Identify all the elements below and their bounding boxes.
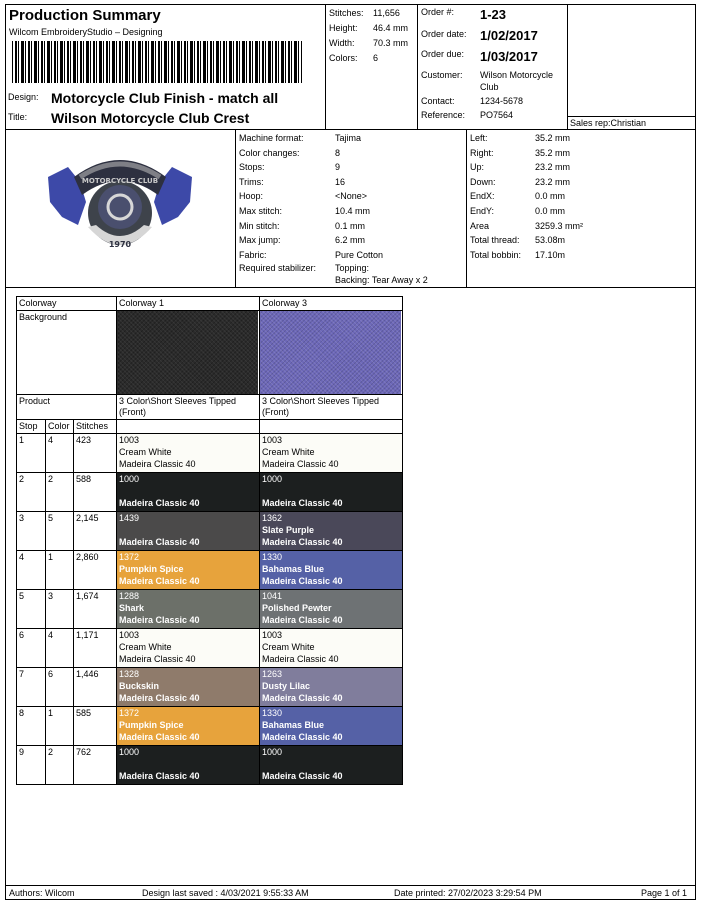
thread-cell xyxy=(260,473,403,512)
color-cell: 2 xyxy=(46,746,74,785)
thread-name: Dusty Lilac xyxy=(262,681,311,691)
machine-info xyxy=(239,131,428,286)
logo-text: MOTORCYCLE CLUB xyxy=(81,177,159,185)
stop-cell: 3 xyxy=(17,512,46,551)
thread-cell xyxy=(117,707,260,746)
thread-cell xyxy=(260,551,403,590)
thread-code: 1372 xyxy=(119,708,140,718)
thread-brand: Madeira Classic 40 xyxy=(262,498,343,508)
divider xyxy=(5,129,696,130)
color-cell: 4 xyxy=(46,629,74,668)
machine-row: Max stitch: 10.4 mm xyxy=(239,205,371,216)
thread-name: Polished Pewter xyxy=(262,603,332,613)
dimension-row: Area 3259.3 mm² xyxy=(470,220,584,231)
empty-cell xyxy=(117,420,260,434)
divider xyxy=(567,116,696,117)
colorway-label: Colorway xyxy=(17,297,117,311)
thread-code: 1000 xyxy=(119,474,140,484)
stitches-cell: 2,145 xyxy=(74,512,117,551)
thread-code: 1003 xyxy=(262,630,283,640)
footer-authors: Authors: Wilcom xyxy=(9,888,75,898)
stop-row xyxy=(17,434,403,473)
thread-cell xyxy=(260,512,403,551)
stitches-cell: 585 xyxy=(74,707,117,746)
product-name: 3 Color\Short Sleeves Tipped (Front) xyxy=(260,395,403,420)
footer-page: Page 1 of 1 xyxy=(641,888,688,898)
thread-brand: Madeira Classic 40 xyxy=(262,576,343,586)
thread-name: Cream White xyxy=(119,642,172,652)
dimension-row: Total bobbin: 17.10m xyxy=(470,249,566,260)
thread-code: 1330 xyxy=(262,552,283,562)
thread-name xyxy=(262,486,400,498)
thread-code: 1330 xyxy=(262,708,283,718)
thread-cell xyxy=(117,668,260,707)
thread-code: 1328 xyxy=(119,669,140,679)
thread-code: 1003 xyxy=(119,630,140,640)
thread-code: 1003 xyxy=(262,435,283,445)
order-due: 1/03/2017 xyxy=(480,49,538,64)
background-label: Background xyxy=(17,311,117,395)
stop-row xyxy=(17,473,403,512)
stat-row: Stitches: 11,656 xyxy=(329,8,400,18)
page-subtitle: Wilcom EmbroideryStudio – Designing xyxy=(9,27,163,37)
background-swatch-dark xyxy=(117,311,260,395)
stitches-cell: 1,674 xyxy=(74,590,117,629)
machine-row: Color changes: 8 xyxy=(239,147,341,158)
dimension-row: EndX: 0.0 mm xyxy=(470,191,566,202)
design-preview-image xyxy=(40,147,200,263)
stop-cell: 7 xyxy=(17,668,46,707)
thread-brand: Madeira Classic 40 xyxy=(119,459,196,469)
stitches-header: Stitches xyxy=(74,420,117,434)
color-cell: 2 xyxy=(46,473,74,512)
stop-cell: 6 xyxy=(17,629,46,668)
design-title: Wilson Motorcycle Club Crest xyxy=(51,110,250,126)
dimension-row: Total thread: 53.08m xyxy=(470,235,566,246)
dimension-row: Left: 35.2 mm xyxy=(470,133,571,143)
thread-code: 1000 xyxy=(262,747,283,757)
thread-name xyxy=(119,759,257,771)
stitches-cell: 1,171 xyxy=(74,629,117,668)
thread-name: Pumpkin Spice xyxy=(119,720,184,730)
colorway-table xyxy=(16,296,403,785)
divider xyxy=(567,4,568,129)
thread-brand: Madeira Classic 40 xyxy=(262,459,339,469)
sales-rep: Sales rep:Christian xyxy=(570,118,647,128)
machine-row: Backing: Tear Away x 2 xyxy=(335,275,428,286)
thread-name: Pumpkin Spice xyxy=(119,564,184,574)
stats-block xyxy=(329,6,408,66)
stop-row xyxy=(17,629,403,668)
contact-label: Contact: xyxy=(421,96,455,106)
thread-cell xyxy=(117,746,260,785)
stat-row: Height: 46.4 mm xyxy=(329,23,409,33)
footer-saved: Design last saved : 4/03/2021 9:55:33 AM xyxy=(142,888,309,898)
thread-cell xyxy=(260,668,403,707)
barcode-image xyxy=(12,41,302,83)
thread-brand: Madeira Classic 40 xyxy=(119,693,200,703)
thread-cell xyxy=(117,434,260,473)
thread-name xyxy=(262,759,400,771)
stitches-cell: 423 xyxy=(74,434,117,473)
thread-name: Bahamas Blue xyxy=(262,564,325,574)
stop-row xyxy=(17,746,403,785)
thread-name: Cream White xyxy=(119,447,172,457)
divider xyxy=(417,4,418,129)
dimension-row: Right: 35.2 mm xyxy=(470,147,571,158)
thread-code: 1263 xyxy=(262,669,283,679)
stop-row xyxy=(17,512,403,551)
stop-row xyxy=(17,551,403,590)
color-cell: 3 xyxy=(46,590,74,629)
stat-row: Colors: 6 xyxy=(329,53,379,63)
thread-brand: Madeira Classic 40 xyxy=(119,771,200,781)
divider xyxy=(5,885,696,886)
machine-row: Fabric: Pure Cotton xyxy=(239,249,384,260)
order-due-label: Order due: xyxy=(421,49,465,59)
reference-value: PO7564 xyxy=(480,110,514,120)
order-number: 1-23 xyxy=(480,7,507,22)
page-title: Production Summary xyxy=(9,7,161,24)
thread-code: 1439 xyxy=(119,513,140,523)
stitches-cell: 588 xyxy=(74,473,117,512)
stop-cell: 4 xyxy=(17,551,46,590)
thread-code: 1003 xyxy=(119,435,140,445)
order-date: 1/02/2017 xyxy=(480,28,538,43)
stop-row xyxy=(17,590,403,629)
stitches-cell: 1,446 xyxy=(74,668,117,707)
product-row xyxy=(17,395,403,420)
stop-cell: 9 xyxy=(17,746,46,785)
machine-row: Trims: 16 xyxy=(239,176,346,187)
thread-cell xyxy=(260,707,403,746)
empty-cell xyxy=(260,420,403,434)
color-cell: 1 xyxy=(46,551,74,590)
thread-cell xyxy=(260,746,403,785)
divider xyxy=(325,4,326,129)
stop-row xyxy=(17,707,403,746)
thread-brand: Madeira Classic 40 xyxy=(262,732,343,742)
design-label: Design: xyxy=(8,92,39,102)
thread-cell xyxy=(117,629,260,668)
color-cell: 6 xyxy=(46,668,74,707)
thread-cell xyxy=(260,629,403,668)
stop-header: Stop xyxy=(17,420,46,434)
thread-cell xyxy=(260,434,403,473)
thread-code: 1372 xyxy=(119,552,140,562)
colorway-name: Colorway 1 xyxy=(117,297,260,311)
thread-name xyxy=(119,486,257,498)
thread-cell xyxy=(117,473,260,512)
thread-name: Shark xyxy=(119,603,145,613)
color-cell: 1 xyxy=(46,707,74,746)
customer-label: Customer: xyxy=(421,70,463,80)
thread-code: 1362 xyxy=(262,513,283,523)
color-cell: 5 xyxy=(46,512,74,551)
thread-cell xyxy=(117,551,260,590)
machine-row: Required stabilizer: Topping: xyxy=(239,263,370,274)
thread-name: Bahamas Blue xyxy=(262,720,325,730)
thread-brand: Madeira Classic 40 xyxy=(119,732,200,742)
thread-brand: Madeira Classic 40 xyxy=(262,537,343,547)
thread-brand: Madeira Classic 40 xyxy=(119,498,200,508)
thread-brand: Madeira Classic 40 xyxy=(119,537,200,547)
order-number-label: Order #: xyxy=(421,7,455,17)
thread-brand: Madeira Classic 40 xyxy=(119,615,200,625)
thread-name: Cream White xyxy=(262,642,315,652)
thread-name: Buckskin xyxy=(119,681,160,691)
stitches-cell: 2,860 xyxy=(74,551,117,590)
customer-name: Wilson Motorcycle Club xyxy=(480,70,554,92)
stat-row: Width: 70.3 mm xyxy=(329,38,409,48)
stop-cell: 2 xyxy=(17,473,46,512)
thread-brand: Madeira Classic 40 xyxy=(119,576,200,586)
thread-brand: Madeira Classic 40 xyxy=(119,654,196,664)
divider xyxy=(466,129,467,287)
stitches-cell: 762 xyxy=(74,746,117,785)
color-header: Color xyxy=(46,420,74,434)
colorway-header-row xyxy=(17,297,403,311)
machine-row: Max jump: 6.2 mm xyxy=(239,235,366,246)
order-date-label: Order date: xyxy=(421,29,467,39)
title-label: Title: xyxy=(8,112,28,122)
colorway-name: Colorway 3 xyxy=(260,297,403,311)
contact-value: 1234-5678 xyxy=(480,96,524,106)
columns-header-row xyxy=(17,420,403,434)
thread-code: 1000 xyxy=(262,474,283,484)
thread-code: 1041 xyxy=(262,591,283,601)
thread-code: 1288 xyxy=(119,591,140,601)
divider xyxy=(5,287,696,288)
thread-code: 1000 xyxy=(119,747,140,757)
thread-name: Cream White xyxy=(262,447,315,457)
stop-row xyxy=(17,668,403,707)
dimension-row: Down: 23.2 mm xyxy=(470,176,571,187)
product-name: 3 Color\Short Sleeves Tipped (Front) xyxy=(117,395,260,420)
thread-cell xyxy=(117,512,260,551)
background-row xyxy=(17,311,403,395)
color-cell: 4 xyxy=(46,434,74,473)
thread-name xyxy=(119,525,257,537)
thread-cell xyxy=(260,590,403,629)
thread-brand: Madeira Classic 40 xyxy=(262,771,343,781)
machine-row: Stops: 9 xyxy=(239,162,341,173)
footer-printed: Date printed: 27/02/2023 3:29:54 PM xyxy=(394,888,542,898)
design-name: Motorcycle Club Finish - match all xyxy=(51,90,279,106)
stop-cell: 5 xyxy=(17,590,46,629)
thread-cell xyxy=(117,590,260,629)
machine-row: Hoop: <None> xyxy=(239,191,368,202)
logo-year: 1970 xyxy=(108,240,132,249)
divider xyxy=(235,129,236,287)
stop-cell: 1 xyxy=(17,434,46,473)
stop-cell: 8 xyxy=(17,707,46,746)
machine-row: Min stitch: 0.1 mm xyxy=(239,220,366,231)
machine-row: Machine format: Tajima xyxy=(239,133,362,143)
dimension-row: EndY: 0.0 mm xyxy=(470,205,566,216)
thread-brand: Madeira Classic 40 xyxy=(262,693,343,703)
dimension-info xyxy=(470,131,583,262)
reference-label: Reference: xyxy=(421,110,466,120)
thread-brand: Madeira Classic 40 xyxy=(262,615,343,625)
dimension-row: Up: 23.2 mm xyxy=(470,162,571,173)
thread-name: Slate Purple xyxy=(262,525,315,535)
product-label: Product xyxy=(17,395,117,420)
thread-brand: Madeira Classic 40 xyxy=(262,654,339,664)
background-swatch-purple xyxy=(260,311,403,395)
